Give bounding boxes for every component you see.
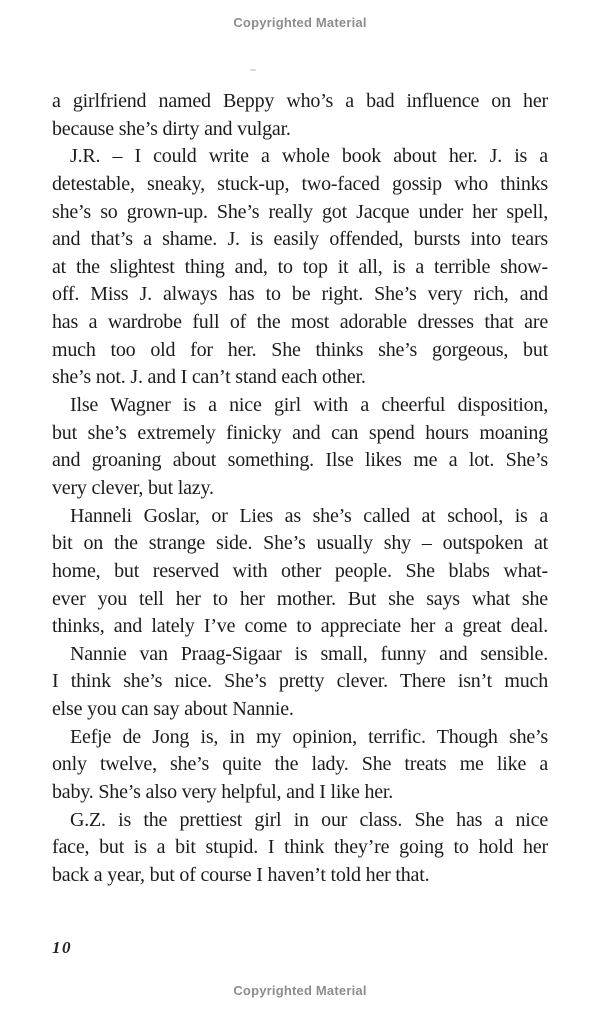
text-line-content: she’s not. J. and I can’t stand each other.: [52, 366, 366, 389]
text-line-content: back a year, but of course I haven’t told her that.: [52, 863, 430, 886]
copyright-notice-top: Copyrighted Material: [233, 15, 367, 30]
text-line: [52, 668, 548, 696]
text-line: [52, 337, 548, 365]
text-line: [52, 116, 548, 144]
text-line-content: home, but reserved with other people. She blabs what-: [52, 559, 548, 582]
text-line: [70, 392, 548, 420]
text-line-content: because she’s dirty and vulgar.: [52, 117, 291, 140]
text-line: [52, 226, 548, 254]
text-line: [52, 779, 548, 807]
text-line-content: bit on the strange side. She’s usually shy – outspoken at: [52, 532, 548, 555]
text-line-content: I think she’s nice. She’s pretty clever. There isn’t much: [52, 670, 548, 693]
text-line-content: a girlfriend named Beppy who’s a bad influence on her: [52, 90, 548, 112]
text-line-content: has a wardrobe full of the most adorable dresses that are: [52, 311, 548, 334]
text-line-content: face, but is a bit stupid. I think they’re going to hold her: [52, 836, 548, 859]
text-line-content: else you can say about Nannie.: [52, 698, 294, 721]
text-line: [52, 171, 548, 199]
text-line-content: much too old for her. She thinks she’s gorgeous, but: [52, 338, 548, 361]
text-line: [70, 503, 548, 531]
text-line-content: G.Z. is the prettiest girl in our class. She has a nice: [70, 808, 548, 831]
body-text: [52, 88, 548, 890]
text-line: [52, 613, 548, 641]
text-line-content: Ilse Wagner is a nice girl with a cheerful disposition,: [70, 394, 548, 417]
text-line: [52, 475, 548, 503]
text-line: [52, 254, 548, 282]
text-line: [52, 420, 548, 448]
text-line-content: but she’s extremely finicky and can spend hours moaning: [52, 421, 548, 444]
text-line: [52, 530, 548, 558]
scan-artifact-mark: [250, 69, 256, 71]
text-line: [52, 364, 548, 392]
text-line: [52, 447, 548, 475]
text-line: [70, 724, 548, 752]
text-line-content: J.R. – I could write a whole book about her. J. is a: [70, 145, 548, 168]
text-line-content: at the slightest thing and, to top it all, is a terrible show-: [52, 255, 548, 278]
text-line-content: she’s so grown-up. She’s really got Jacque under her spell,: [52, 200, 548, 223]
text-line: [52, 309, 548, 337]
text-line: [52, 281, 548, 309]
text-line-content: only twelve, she’s quite the lady. She treats me like a: [52, 753, 548, 776]
text-line: [52, 696, 548, 724]
text-line: [52, 586, 548, 614]
text-line: [52, 834, 548, 862]
text-line-content: ever you tell her to her mother. But she says what she: [52, 587, 548, 610]
text-line-content: Nannie van Praag-Sigaar is small, funny and sensible.: [70, 642, 548, 665]
text-line: [52, 558, 548, 586]
text-line-content: and groaning about something. Ilse likes me a lot. She’s: [52, 449, 548, 472]
text-line-content: very clever, but lazy.: [52, 476, 214, 499]
text-line: [52, 862, 548, 890]
text-line-content: off. Miss J. always has to be right. She’s very rich, and: [52, 283, 548, 306]
text-line: [70, 143, 548, 171]
page-number: 10: [52, 938, 72, 957]
text-line-content: Eefje de Jong is, in my opinion, terrific. Though she’s: [70, 725, 548, 748]
text-line: [52, 199, 548, 227]
text-line: [70, 641, 548, 669]
text-line-content: thinks, and lately I’ve come to appreciate her a great deal.: [52, 615, 548, 638]
text-line-content: detestable, sneaky, stuck-up, two-faced gossip who thinks: [52, 172, 548, 195]
copyright-notice-bottom: Copyrighted Material: [233, 983, 367, 998]
text-line-content: and that’s a shame. J. is easily offended, bursts into tears: [52, 228, 548, 251]
text-line: [52, 751, 548, 779]
text-line-content: Hanneli Goslar, or Lies as she’s called at school, is a: [70, 504, 548, 527]
text-line-content: baby. She’s also very helpful, and I like her.: [52, 781, 394, 804]
text-line: [52, 88, 548, 116]
text-line: [70, 807, 548, 835]
